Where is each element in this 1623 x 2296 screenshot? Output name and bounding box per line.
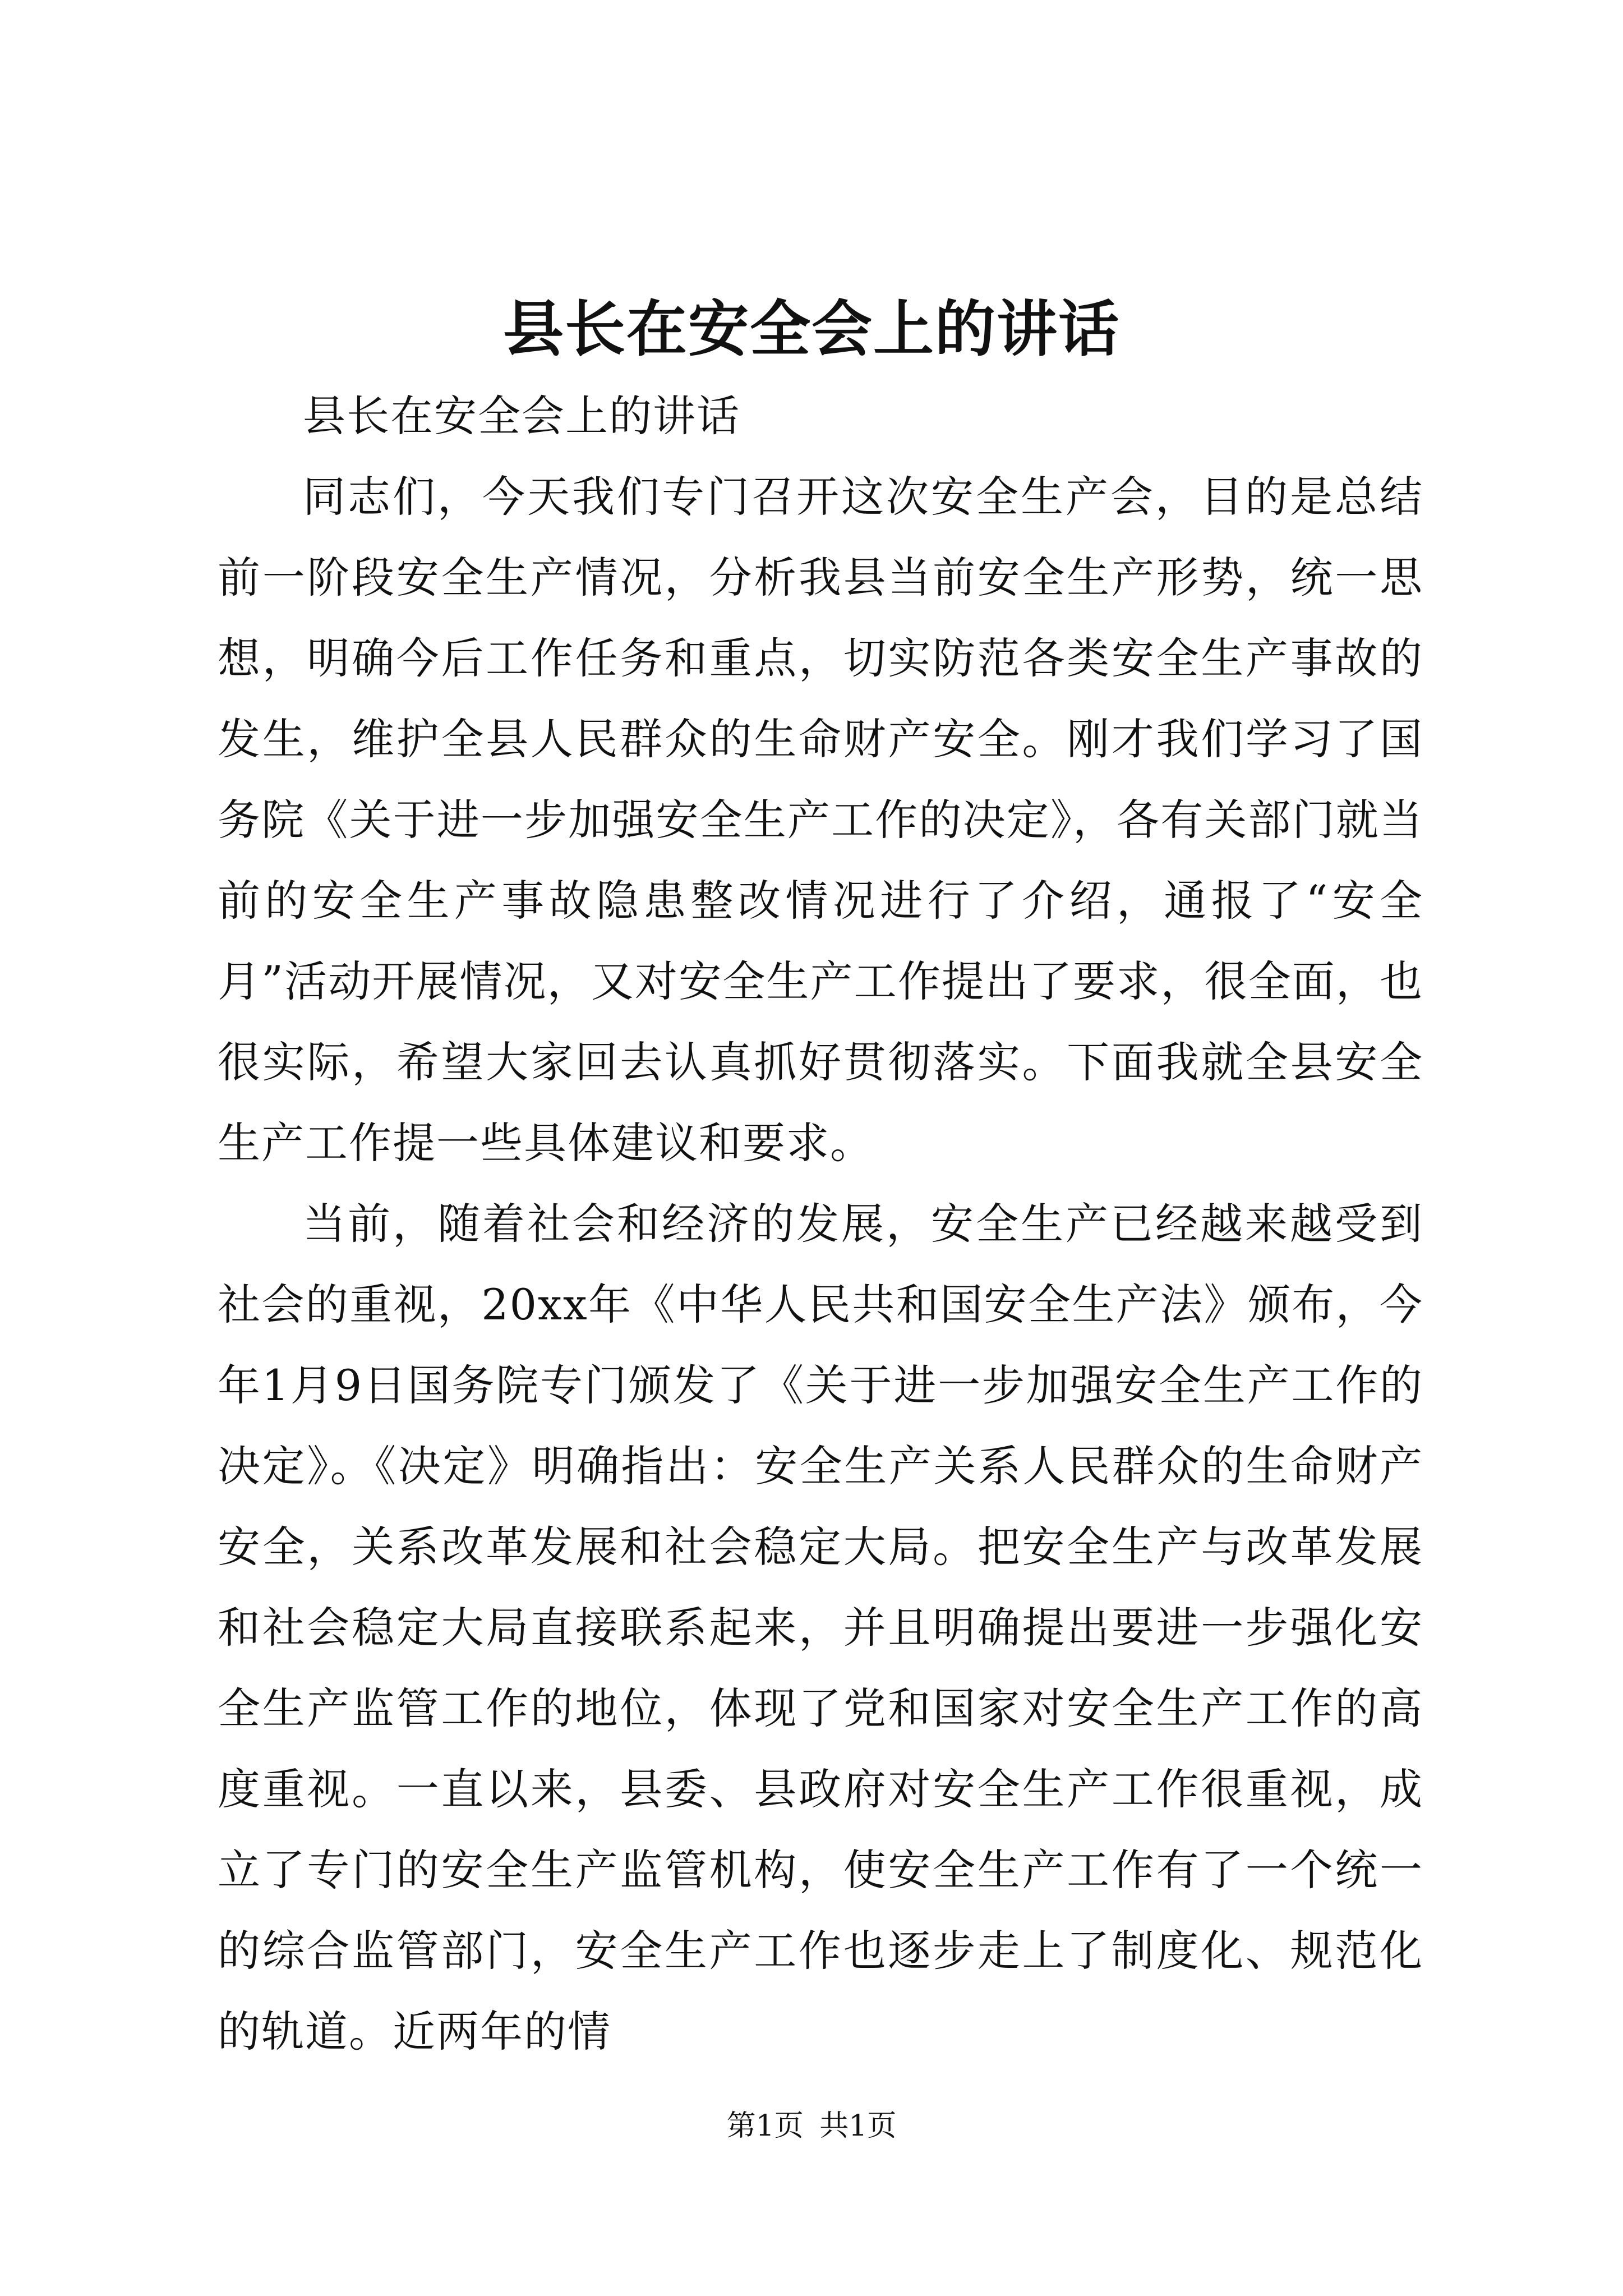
document-title: 县长在安全会上的讲话: [502, 294, 1120, 365]
total-pages: 共1页: [819, 2109, 897, 2143]
page-number: 第1页: [726, 2109, 804, 2143]
body-paragraph-2: 当前，随着社会和经济的发展，安全生产已经越来越受到社会的重视，20xx年《中华人民共和国安全生产法》颁布，今年1月9日国务院专门颁发了《关于进一步加强安全生产工作的决定》。《决定》明确指出：安全生产关系人民群众的生命财产安全，关系改革发展和社会稳定大局。把安全生产与改革发展和社会稳定大局直接联系起来，并且明确提出要进一步强化安全生产监管工作的地位，体现了党和国家对安全生产工作的高度重视。一直以来，县委、县政府对安全生产工作很重视，成立了专门的安全生产监管机构，使安全生产工作有了一个统一的综合监管部门，安全生产工作也逐步走上了制度化、规范化的轨道。近两年的情: [218, 1199, 1423, 2056]
document-body: [218, 376, 1423, 2072]
page-footer: [0, 2106, 1623, 2146]
body-paragraph-1: 同志们，今天我们专门召开这次安全生产会，目的是总结前一阶段安全生产情况，分析我县当前安全生产形势，统一思想，明确今后工作任务和重点，切实防范各类安全生产事故的发生，维护全县人民群众的生命财产安全。刚才我们学习了国务院《关于进一步加强安全生产工作的决定》，各有关部门就当前的安全生产事故隐患整改情况进行了介绍，通报了“安全月”活动开展情况，又对安全生产工作提出了要求，很全面，也很实际，希望大家回去认真抓好贯彻落实。下面我就全县安全生产工作提一些具体建议和要求。: [218, 472, 1423, 1168]
subtitle-paragraph: 县长在安全会上的讲话: [303, 391, 740, 441]
